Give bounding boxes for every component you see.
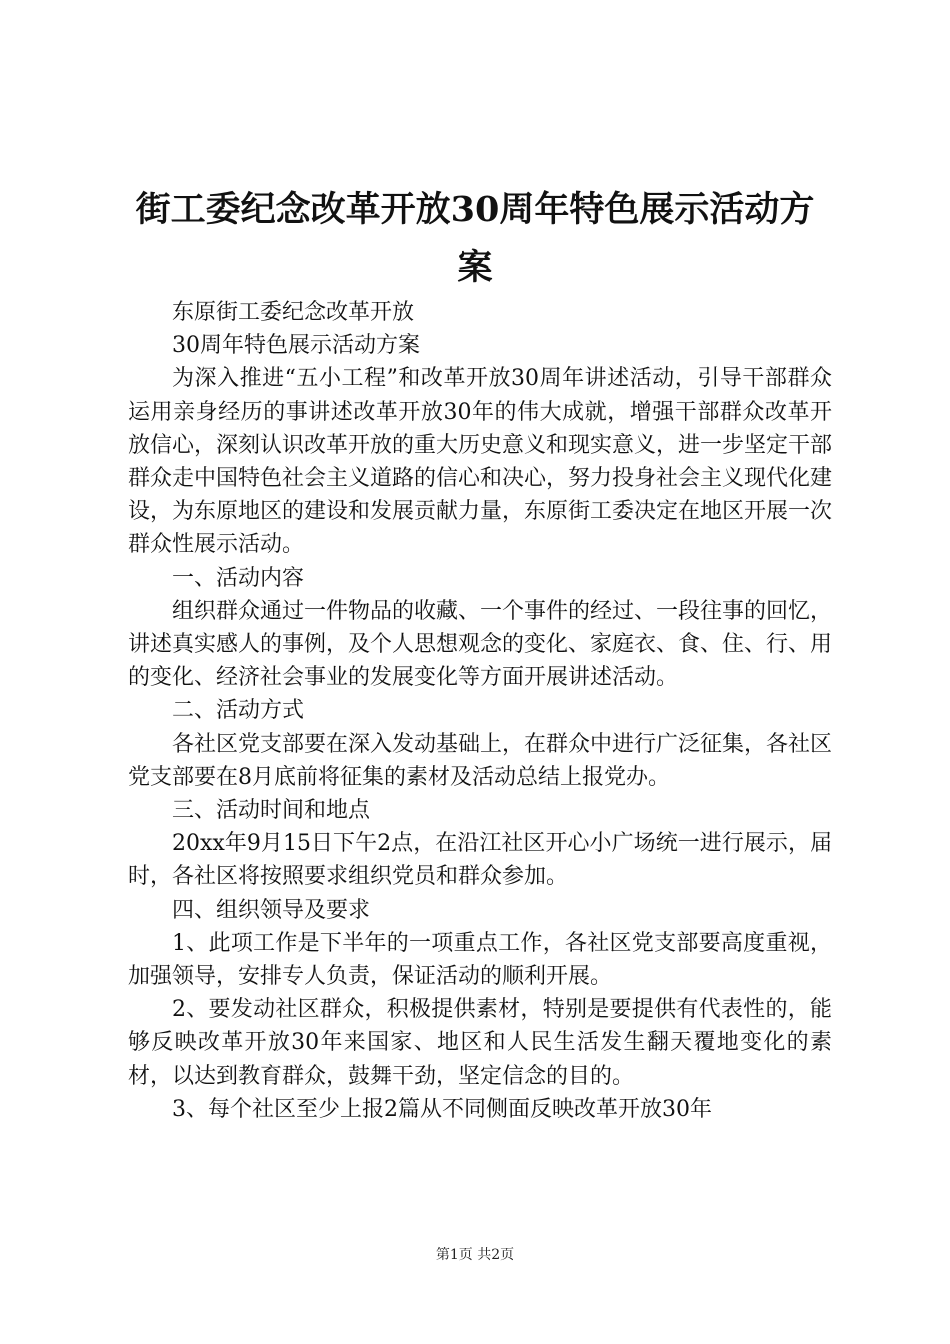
section-heading-organization: 四、组织领导及要求 xyxy=(172,897,371,923)
section-heading-time-place: 三、活动时间和地点 xyxy=(172,798,371,824)
time-place-paragraph: 20xx年9月15日下午2点，在沿江社区开心小广场统一进行展示，届时，各社区将按照要求组织党员和群众参加。 xyxy=(128,831,832,890)
requirement-2-paragraph: 2、要发动社区群众，积极提供素材，特别是要提供有代表性的，能够反映改革开放30年来国家、地区和人民生活发生翻天覆地变化的素材，以达到教育群众，鼓舞干劲，坚定信念的目的。 xyxy=(128,997,832,1089)
section-heading-method: 二、活动方式 xyxy=(172,698,305,724)
method-paragraph: 各社区党支部要在深入发动基础上，在群众中进行广泛征集，各社区党支部要在8月底前将征集的素材及活动总结上报党办。 xyxy=(128,731,833,790)
requirement-3-paragraph: 3、每个社区至少上报2篇从不同侧面反映改革开放30年 xyxy=(172,1096,712,1122)
section-heading-content: 一、活动内容 xyxy=(172,565,305,591)
document-title-line-2: 案 xyxy=(457,247,493,288)
content-paragraph: 组织群众通过一件物品的收藏、一个事件的经过、一段往事的回忆，讲述真实感人的事例，及个人思想观念的变化、家庭衣、食、住、行、用的变化、经济社会事业的发展变化等方面开展讲述活动。 xyxy=(128,598,833,691)
subtitle-line-2: 30周年特色展示活动方案 xyxy=(172,333,420,359)
document-title-line-1: 街工委纪念改革开放30周年特色展示活动方 xyxy=(135,189,815,230)
page-number-footer: 第1页 共2页 xyxy=(435,1247,515,1263)
requirement-1-paragraph: 1、此项工作是下半年的一项重点工作，各社区党支部要高度重视，加强领导，安排专人负责，保证活动的顺利开展。 xyxy=(128,930,832,990)
intro-paragraph: 为深入推进“五小工程”和改革开放30周年讲述活动，引导干部群众运用亲身经历的事讲述改革开放30年的伟大成就，增强干部群众改革开放信心，深刻认识改革开放的重大历史意义和现实意义，进一步坚定干部群众走中国特色社会主义道路的信心和决心，努力投身社会主义现代化建设，为东原地区的建设和发展贡献力量，东原街工委决定在地区开展一次群众性展示活动。 xyxy=(128,366,833,558)
subtitle-line-1: 东原街工委纪念改革开放 xyxy=(172,300,415,325)
document-body xyxy=(128,296,832,1126)
